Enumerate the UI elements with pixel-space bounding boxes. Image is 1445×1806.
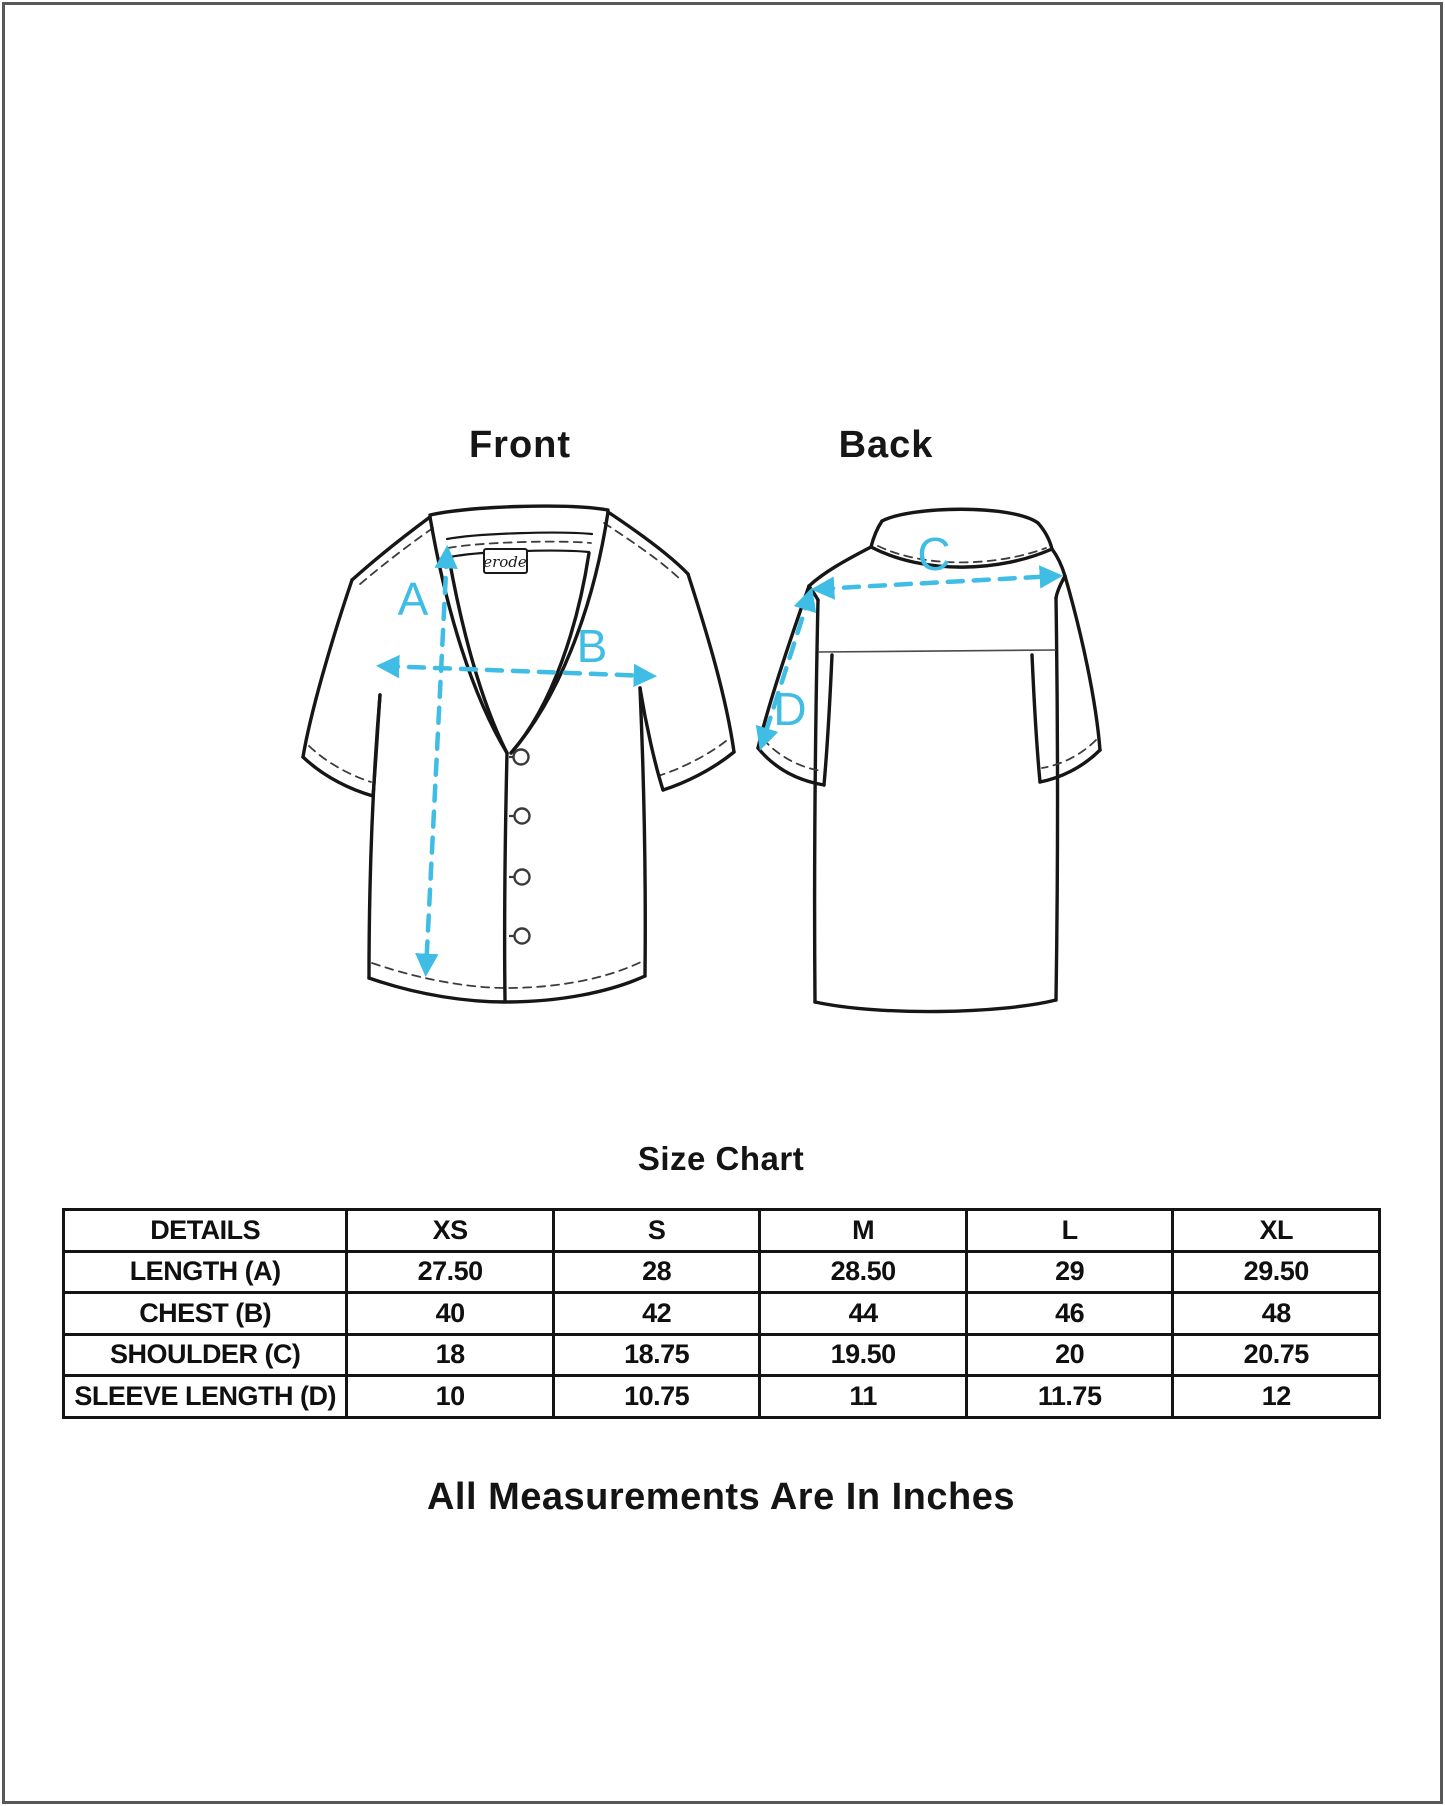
table-cell: 20.75 (1173, 1334, 1380, 1376)
table-cell: 10.75 (553, 1376, 760, 1418)
table-cell: 28.50 (760, 1251, 967, 1293)
table-cell: 12 (1173, 1376, 1380, 1418)
table-header-cell: M (760, 1210, 967, 1252)
table-cell: 48 (1173, 1293, 1380, 1335)
table-header-row (64, 1210, 1380, 1252)
table-cell: 18 (347, 1334, 554, 1376)
brand-label-text: erode (483, 553, 527, 571)
table-header-cell: XS (347, 1210, 554, 1252)
table-row-chest (64, 1293, 1380, 1335)
size-chart-table (62, 1208, 1381, 1419)
table-cell: 11 (760, 1376, 967, 1418)
table-cell: 20 (966, 1334, 1173, 1376)
length-arrow-A (426, 552, 447, 970)
table-cell: 29.50 (1173, 1251, 1380, 1293)
table-cell: 40 (347, 1293, 554, 1335)
chest-letter: B (576, 620, 608, 672)
front-view-label: Front (468, 424, 572, 466)
table-cell: 29 (966, 1251, 1173, 1293)
row-label-cell: SHOULDER (C) (64, 1334, 347, 1376)
back-view-label: Back (838, 424, 934, 466)
table-cell: 18.75 (553, 1334, 760, 1376)
row-label-cell: SLEEVE LENGTH (D) (64, 1376, 347, 1418)
table-cell: 11.75 (966, 1376, 1173, 1418)
length-letter: A (397, 573, 429, 625)
table-row-length (64, 1251, 1380, 1293)
table-cell: 44 (760, 1293, 967, 1335)
table-header-cell: XL (1173, 1210, 1380, 1252)
table-row-sleeve-length (64, 1376, 1380, 1418)
table-cell: 27.50 (347, 1251, 554, 1293)
table-header-cell: L (966, 1210, 1173, 1252)
table-cell: 10 (347, 1376, 554, 1418)
measurement-arrows (383, 528, 1056, 970)
table-cell: 42 (553, 1293, 760, 1335)
size-chart-title: Size Chart (637, 1140, 805, 1177)
row-label-cell: CHEST (B) (64, 1293, 347, 1335)
shoulder-letter: C (917, 528, 951, 580)
front-shirt-drawing (303, 506, 734, 1002)
table-cell: 46 (966, 1293, 1173, 1335)
table-header-cell: S (553, 1210, 760, 1252)
front-buttons (509, 750, 530, 944)
chest-arrow-B (383, 666, 650, 676)
row-label-cell: LENGTH (A) (64, 1251, 347, 1293)
table-cell: 19.50 (760, 1334, 967, 1376)
measurements-note: All Measurements Are In Inches (426, 1476, 1016, 1518)
table-cell: 28 (553, 1251, 760, 1293)
table-row-shoulder (64, 1334, 1380, 1376)
table-header-cell: DETAILS (64, 1210, 347, 1252)
sleeve-letter: D (773, 683, 807, 735)
